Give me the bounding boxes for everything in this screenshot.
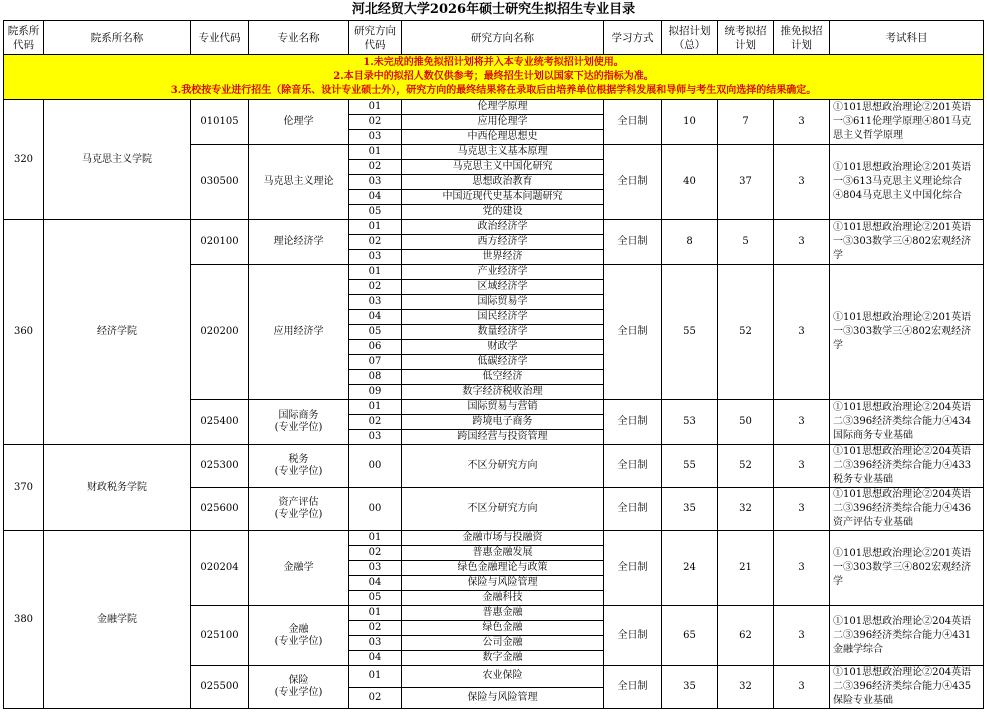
degree-type-label: (专业学位) [274, 509, 323, 520]
degree-type-label: (专业学位) [274, 687, 323, 698]
exam-plan-cell: 21 [718, 531, 774, 606]
recommend-plan-cell: 3 [774, 220, 830, 265]
column-header: 拟招计划（总） [662, 21, 718, 55]
direction-name-cell: 保险与风险管理 [402, 576, 604, 591]
major-name: 应用经济学 [273, 326, 324, 337]
degree-type-label: (专业学位) [274, 422, 323, 433]
exam-subjects-cell: ①101思想政治理论②204英语二③396经济类综合能力④433税务专业基础 [830, 445, 984, 488]
direction-name-cell: 区域经济学 [402, 280, 604, 295]
exam-plan-cell: 5 [718, 220, 774, 265]
major-name: 伦理学 [283, 116, 314, 127]
direction-code-cell: 01 [349, 145, 402, 160]
major-code-cell: 025300 [191, 445, 249, 488]
dept-name-cell: 马克思主义学院 [44, 100, 191, 220]
direction-name-cell: 国民经济学 [402, 310, 604, 325]
recommend-plan-cell: 3 [774, 606, 830, 666]
dept-code-cell: 380 [4, 531, 44, 709]
direction-code-cell: 02 [349, 115, 402, 130]
dept-code-cell: 320 [4, 100, 44, 220]
direction-name-cell: 保险与风险管理 [402, 687, 604, 709]
direction-name-cell: 不区分研究方向 [402, 445, 604, 488]
major-name-cell [249, 220, 349, 265]
notice-row [4, 55, 984, 100]
dept-code-cell: 370 [4, 445, 44, 531]
table-row [4, 220, 984, 235]
direction-code-cell: 03 [349, 295, 402, 310]
exam-plan-cell: 50 [718, 400, 774, 445]
study-mode-cell: 全日制 [604, 488, 662, 531]
column-header: 学习方式 [604, 21, 662, 55]
total-plan-cell: 24 [662, 531, 718, 606]
recommend-plan-cell: 3 [774, 445, 830, 488]
major-name: 税务 [288, 454, 309, 465]
major-name: 金融学 [283, 562, 314, 573]
recommend-plan-cell: 3 [774, 265, 830, 400]
study-mode-cell: 全日制 [604, 666, 662, 709]
direction-code-cell: 01 [349, 666, 402, 688]
catalog-body [4, 21, 984, 709]
degree-type-label: (专业学位) [274, 635, 323, 647]
direction-code-cell: 02 [349, 546, 402, 561]
study-mode-cell: 全日制 [604, 400, 662, 445]
study-mode-cell: 全日制 [604, 220, 662, 265]
column-header: 专业名称 [249, 21, 349, 55]
direction-name-cell: 中西伦理思想史 [402, 130, 604, 145]
direction-name-cell: 马克思主义基本原理 [402, 145, 604, 160]
dept-name-cell: 财政税务学院 [44, 445, 191, 531]
major-code-cell: 025500 [191, 666, 249, 709]
major-code-cell: 020100 [191, 220, 249, 265]
direction-code-cell: 02 [349, 160, 402, 175]
total-plan-cell: 35 [662, 488, 718, 531]
direction-name-cell: 产业经济学 [402, 265, 604, 280]
header-row [4, 21, 984, 55]
total-plan-cell: 35 [662, 666, 718, 709]
study-mode-cell: 全日制 [604, 445, 662, 488]
total-plan-cell: 55 [662, 445, 718, 488]
dept-name-cell: 金融学院 [44, 531, 191, 709]
degree-type-label: (专业学位) [274, 466, 323, 477]
exam-plan-cell: 37 [718, 145, 774, 220]
table-row [4, 531, 984, 546]
direction-code-cell: 01 [349, 400, 402, 415]
exam-plan-cell: 52 [718, 445, 774, 488]
notice-line: 2.本目录中的拟招人数仅供参考；最终招生计划以国家下达的指标为准。 [333, 71, 654, 82]
direction-code-cell: 01 [349, 265, 402, 280]
direction-code-cell: 05 [349, 591, 402, 606]
direction-name-cell: 马克思主义中国化研究 [402, 160, 604, 175]
major-name: 资产评估 [278, 497, 319, 508]
major-name: 理论经济学 [273, 236, 324, 247]
direction-code-cell: 01 [349, 606, 402, 621]
major-name-cell [249, 445, 349, 488]
direction-code-cell: 06 [349, 340, 402, 355]
direction-name-cell: 绿色金融 [402, 621, 604, 636]
total-plan-cell: 8 [662, 220, 718, 265]
direction-code-cell: 03 [349, 636, 402, 651]
total-plan-cell: 10 [662, 100, 718, 145]
table-row [4, 445, 984, 488]
major-name-cell [249, 145, 349, 220]
major-name-cell [249, 100, 349, 145]
major-code-cell: 010105 [191, 100, 249, 145]
exam-plan-cell: 32 [718, 666, 774, 709]
direction-name-cell: 绿色金融理论与政策 [402, 561, 604, 576]
direction-code-cell: 01 [349, 531, 402, 546]
study-mode-cell: 全日制 [604, 145, 662, 220]
direction-name-cell: 数量经济学 [402, 325, 604, 340]
direction-name-cell: 金融市场与投融资 [402, 531, 604, 546]
major-code-cell: 030500 [191, 145, 249, 220]
direction-code-cell: 02 [349, 687, 402, 709]
page-title: 河北经贸大学2026年硕士研究生拟招生专业目录 [351, 2, 636, 17]
column-header: 院系所代码 [4, 21, 44, 55]
direction-name-cell: 低碳经济学 [402, 355, 604, 370]
direction-name-cell: 普惠金融发展 [402, 546, 604, 561]
direction-code-cell: 03 [349, 430, 402, 445]
dept-name-cell: 经济学院 [44, 220, 191, 445]
direction-code-cell: 05 [349, 205, 402, 220]
direction-name-cell: 数字金融 [402, 651, 604, 666]
direction-code-cell: 04 [349, 576, 402, 591]
column-header: 考试科目 [830, 21, 984, 55]
direction-code-cell: 01 [349, 100, 402, 115]
exam-plan-cell: 62 [718, 606, 774, 666]
exam-subjects-cell: ①101思想政治理论②201英语一③303数学三④802宏观经济学 [830, 265, 984, 400]
direction-name-cell: 国际贸易与营销 [402, 400, 604, 415]
total-plan-cell: 40 [662, 145, 718, 220]
major-code-cell: 025400 [191, 400, 249, 445]
direction-code-cell: 04 [349, 651, 402, 666]
recommend-plan-cell: 3 [774, 666, 830, 709]
study-mode-cell: 全日制 [604, 606, 662, 666]
major-code-cell: 025600 [191, 488, 249, 531]
direction-name-cell: 政治经济学 [402, 220, 604, 235]
direction-name-cell: 金融科技 [402, 591, 604, 606]
recommend-plan-cell: 3 [774, 145, 830, 220]
direction-code-cell: 03 [349, 130, 402, 145]
exam-subjects-cell: ①101思想政治理论②204英语二③396经济类综合能力④436资产评估专业基础 [830, 488, 984, 531]
major-code-cell: 020200 [191, 265, 249, 400]
direction-code-cell: 02 [349, 235, 402, 250]
direction-name-cell: 不区分研究方向 [402, 488, 604, 531]
direction-code-cell: 07 [349, 355, 402, 370]
direction-name-cell: 思想政治教育 [402, 175, 604, 190]
recommend-plan-cell: 3 [774, 400, 830, 445]
column-header: 院系所名称 [44, 21, 191, 55]
total-plan-cell: 65 [662, 606, 718, 666]
major-name: 金融 [288, 623, 309, 635]
major-name-cell [249, 531, 349, 606]
direction-code-cell: 05 [349, 325, 402, 340]
exam-plan-cell: 7 [718, 100, 774, 145]
major-name-cell [249, 265, 349, 400]
total-plan-cell: 53 [662, 400, 718, 445]
major-name-cell [249, 400, 349, 445]
direction-name-cell: 数字经济税收治理 [402, 385, 604, 400]
total-plan-cell: 55 [662, 265, 718, 400]
exam-subjects-cell: ①101思想政治理论②201英语一③303数学三④802宏观经济学 [830, 531, 984, 606]
direction-code-cell: 00 [349, 488, 402, 531]
direction-code-cell: 09 [349, 385, 402, 400]
exam-subjects-cell: ①101思想政治理论②201英语一③303数学三④802宏观经济学 [830, 220, 984, 265]
direction-name-cell: 西方经济学 [402, 235, 604, 250]
direction-name-cell: 普惠金融 [402, 606, 604, 621]
major-name-cell [249, 488, 349, 531]
major-name-cell [249, 666, 349, 709]
direction-name-cell: 低空经济 [402, 370, 604, 385]
direction-code-cell: 00 [349, 445, 402, 488]
exam-subjects-cell: ①101思想政治理论②204英语二③396经济类综合能力④435保险专业基础 [830, 666, 984, 709]
exam-subjects-cell: ①101思想政治理论②201英语一③613马克思主义理论综合④804马克思主义中国化综合 [830, 145, 984, 220]
column-header: 研究方向代码 [349, 21, 402, 55]
table-row [4, 100, 984, 115]
direction-name-cell: 世界经济 [402, 250, 604, 265]
exam-subjects-cell: ①101思想政治理论②204英语二③396经济类综合能力④434国际商务专业基础 [830, 400, 984, 445]
direction-code-cell: 02 [349, 621, 402, 636]
direction-code-cell: 03 [349, 561, 402, 576]
major-name: 国际商务 [278, 410, 319, 421]
direction-code-cell: 08 [349, 370, 402, 385]
recommend-plan-cell: 3 [774, 488, 830, 531]
exam-subjects-cell: ①101思想政治理论②204英语二③396经济类综合能力④431金融学综合 [830, 606, 984, 666]
direction-code-cell: 04 [349, 190, 402, 205]
direction-name-cell: 跨境电子商务 [402, 415, 604, 430]
recommend-plan-cell: 3 [774, 100, 830, 145]
catalog-table [3, 20, 984, 709]
direction-name-cell: 农业保险 [402, 666, 604, 688]
major-code-cell: 025100 [191, 606, 249, 666]
exam-plan-cell: 52 [718, 265, 774, 400]
column-header: 推免拟招计划 [774, 21, 830, 55]
recommend-plan-cell: 3 [774, 531, 830, 606]
direction-name-cell: 应用伦理学 [402, 115, 604, 130]
direction-code-cell: 01 [349, 220, 402, 235]
direction-name-cell: 党的建设 [402, 205, 604, 220]
direction-code-cell: 02 [349, 280, 402, 295]
direction-code-cell: 02 [349, 415, 402, 430]
major-name-cell [249, 606, 349, 666]
direction-code-cell: 03 [349, 175, 402, 190]
notice-line: 1.未完成的推免拟招计划将并入本专业统考拟招计划使用。 [363, 57, 624, 68]
column-header: 研究方向名称 [402, 21, 604, 55]
direction-name-cell: 财政学 [402, 340, 604, 355]
direction-name-cell: 公司金融 [402, 636, 604, 651]
column-header: 专业代码 [191, 21, 249, 55]
exam-subjects-cell: ①101思想政治理论②201英语一③611伦理学原理④801马克思主义哲学原理 [830, 100, 984, 145]
notice-line: 3.我校按专业进行招生（除音乐、设计专业硕士外），研究方向的最终结果将在录取后由培养单位根据学科发展和导师与考生双向选择的结果确定。 [170, 85, 817, 96]
dept-code-cell: 360 [4, 220, 44, 445]
study-mode-cell: 全日制 [604, 100, 662, 145]
major-code-cell: 020204 [191, 531, 249, 606]
major-name: 保险 [288, 675, 309, 686]
study-mode-cell: 全日制 [604, 265, 662, 400]
exam-plan-cell: 32 [718, 488, 774, 531]
direction-name-cell: 跨国经营与投资管理 [402, 430, 604, 445]
direction-code-cell: 03 [349, 250, 402, 265]
major-name: 马克思主义理论 [263, 176, 334, 187]
direction-code-cell: 04 [349, 310, 402, 325]
study-mode-cell: 全日制 [604, 531, 662, 606]
column-header: 统考拟招计划 [718, 21, 774, 55]
notice-cell [4, 55, 984, 100]
direction-name-cell: 伦理学原理 [402, 100, 604, 115]
direction-name-cell: 国际贸易学 [402, 295, 604, 310]
direction-name-cell: 中国近现代史基本问题研究 [402, 190, 604, 205]
